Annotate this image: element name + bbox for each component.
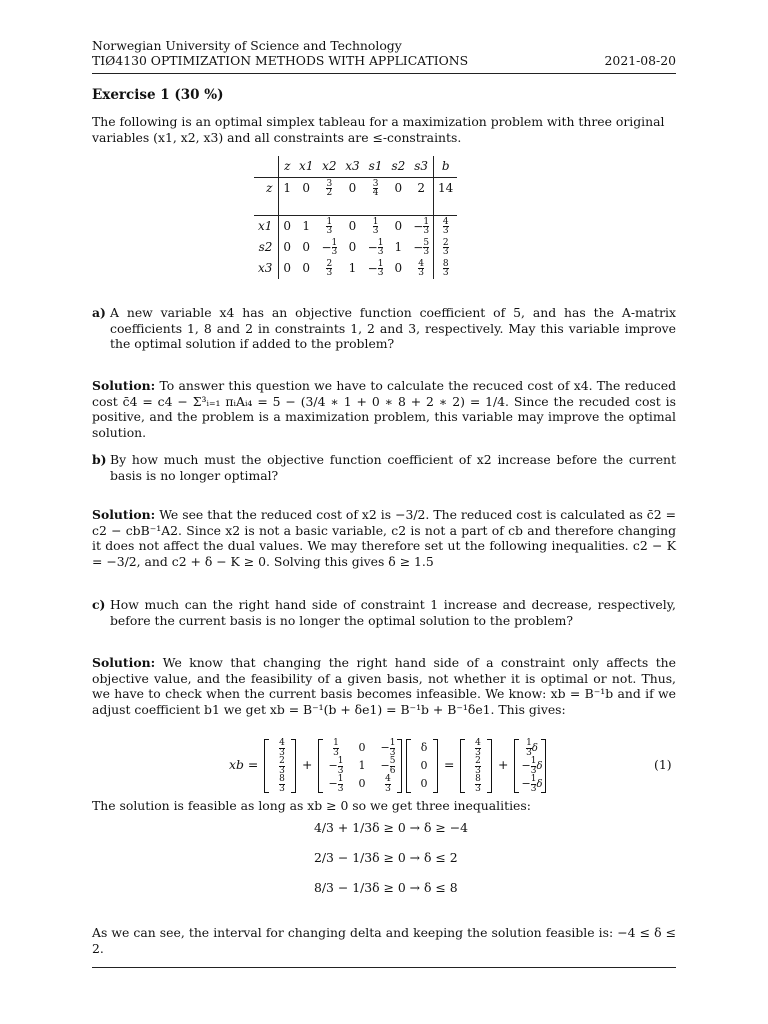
question-b xyxy=(92,452,676,483)
tableau-cell: 0 xyxy=(283,260,292,275)
tableau-cell: − $\frac{5}{3}$ xyxy=(409,237,433,258)
matrix-entry: − $\frac{1}{3}$ δ xyxy=(521,756,543,776)
matrix-entry: $\frac{4}{3}$ xyxy=(279,738,285,758)
tableau-cell: 0 xyxy=(341,216,363,238)
matrix-entry: − $\frac{1}{3}$ δ xyxy=(521,774,543,794)
inequality-list xyxy=(314,820,574,910)
matrix-entry: − $\frac{5}{6}$ xyxy=(380,756,396,776)
vector-b xyxy=(264,739,296,793)
tableau-row xyxy=(254,258,457,279)
vector-b-result xyxy=(460,739,492,793)
matrix-entry: 0 xyxy=(420,759,428,772)
exercise-intro xyxy=(92,114,676,145)
matrix-entry: $\frac{1}{3}$ xyxy=(333,738,339,758)
tableau-row xyxy=(254,216,457,238)
plus-operator: + xyxy=(302,757,313,772)
equation-1 xyxy=(0,735,768,795)
tableau-cell: $\frac{3}{2}$ xyxy=(317,178,341,200)
tableau-cell: $\frac{3}{4}$ xyxy=(364,178,388,200)
tableau-cell: 0 xyxy=(302,239,311,254)
tableau-col-header: s1 xyxy=(368,158,383,173)
tableau-cell: 1 xyxy=(348,260,357,275)
tableau-cell: − $\frac{1}{3}$ xyxy=(367,258,384,278)
vector-delta xyxy=(406,739,438,793)
matrix-binv xyxy=(318,739,402,793)
matrix-entry: 0 xyxy=(420,777,428,790)
tableau-row-label: x3 xyxy=(254,258,279,279)
tableau-cell: 0 xyxy=(279,216,295,238)
solution-a xyxy=(92,378,676,440)
tableau-col-header: s2 xyxy=(391,158,406,173)
matrix-entry: $\frac{8}{3}$ xyxy=(279,774,285,794)
footer-rule xyxy=(92,967,676,968)
solution-b-text: We see that the reduced cost of x2 is −3/2. The reduced cost is calculated as c̄2 = c2 − cbB⁻¹A2. Since x2 is not a basic variable, c2 is not a part of cb and therefore changing it does not affect the dual values. We may therefore set ut the following inequalities. c2 − K = −3/2, and c2 + δ − K ≥ 0. Solving this gives δ ≥ 1.5 xyxy=(92,507,676,569)
solution-a-text: To answer this question we have to calculate the recuced cost of x4. The reduced cost c̄4 = c4 − Σ³ᵢ₌₁ πᵢAᵢ₄ = 5 − (3/4 ∗ 1 + 0 ∗ 8 + 2 ∗ 2) = 1/4. Since the recuded cost is positive, and the problem is a maximization problem, this variable may improve the optimal solution. xyxy=(92,378,676,440)
tableau-col-header: s3 xyxy=(409,156,433,178)
matrix-entry: − $\frac{1}{3}$ xyxy=(328,774,344,794)
tableau-cell: 1 xyxy=(279,178,295,200)
tableau-cell: 1 xyxy=(295,216,317,238)
intro-line-2: variables (x1, x2, x3) and all constraints are ≤-constraints. xyxy=(92,129,462,145)
solution-b xyxy=(92,507,676,569)
inequality-1: 4/3 + 1/3δ ≥ 0 → δ ≥ −4 xyxy=(314,820,468,835)
matrix-entry: $\frac{4}{3}$ xyxy=(385,774,391,794)
tableau-cell: $\frac{2}{3}$ xyxy=(442,237,449,257)
intro-line-1: The following is an optimal simplex tableau for a maximization problem with three original xyxy=(92,114,665,129)
tableau-col-header: b xyxy=(441,158,450,173)
matrix-entry: 1 xyxy=(358,759,366,772)
matrix-entry: 0 xyxy=(358,741,366,754)
question-a xyxy=(92,305,676,352)
question-c xyxy=(92,597,676,628)
tableau-row xyxy=(254,178,457,200)
tableau-col-header: x3 xyxy=(345,158,360,173)
matrix-entry: δ xyxy=(420,741,428,754)
tableau-cell: 0 xyxy=(302,260,311,275)
tableau-cell: 0 xyxy=(394,260,403,275)
header-rule xyxy=(92,73,676,74)
tableau-cell: 1 xyxy=(394,239,403,254)
matrix-entry: $\frac{8}{3}$ xyxy=(475,774,481,794)
question-b-label: b) xyxy=(92,452,107,467)
simplex-tableau xyxy=(254,156,457,279)
inequality-2: 2/3 − 1/3δ ≥ 0 → δ ≤ 2 xyxy=(314,850,458,865)
tableau-col-header: x2 xyxy=(322,158,337,173)
institution-name: Norwegian University of Science and Technology xyxy=(92,38,402,53)
tableau-cell: 0 xyxy=(348,239,357,254)
solution-a-label: Solution: xyxy=(92,378,156,393)
tableau-col-header: z xyxy=(284,158,291,173)
tableau-cell: − $\frac{1}{3}$ xyxy=(409,216,433,238)
tableau-row-label: s2 xyxy=(254,237,279,258)
tableau-cell: 14 xyxy=(434,178,458,200)
matrix-entry: $\frac{2}{3}$ xyxy=(279,756,285,776)
matrix-entry: $\frac{4}{3}$ xyxy=(475,738,481,758)
matrix-entry: − $\frac{1}{3}$ xyxy=(328,756,344,776)
solution-c-text: We know that changing the right hand side of a constraint only affects the objective value, and the feasibility of a given basis, not whether it is optimal or not. Thus, we have to check when the current basis becomes infeasible. We know: xb = B⁻¹b and if we adjust coefficient b1 we get xb = B⁻¹(b + δe1) = B⁻¹b + B⁻¹δe1. This gives: xyxy=(92,655,676,717)
tableau-col-header: x1 xyxy=(299,158,314,173)
tableau-cell: $\frac{4}{3}$ xyxy=(434,216,458,238)
question-b-text: By how much must the objective function coefficient of x2 increase before the current basis is no longer optimal? xyxy=(110,452,676,483)
tableau-cell: 0 xyxy=(387,178,409,200)
tableau-cell: $\frac{1}{3}$ xyxy=(364,216,388,238)
tableau-cell: 0 xyxy=(283,239,292,254)
inequality-3: 8/3 − 1/3δ ≥ 0 → δ ≤ 8 xyxy=(314,880,458,895)
equation-number: (1) xyxy=(654,757,672,772)
matrix-entry: $\frac{1}{3}$ δ xyxy=(526,738,538,758)
tableau-row-label: z xyxy=(254,178,279,200)
tableau-cell: − $\frac{1}{3}$ xyxy=(367,237,384,257)
tableau-row xyxy=(254,237,457,258)
tableau-header-row xyxy=(254,156,457,178)
question-c-label: c) xyxy=(92,597,106,612)
equals-operator: = xyxy=(444,757,455,772)
exam-date: 2021-08-20 xyxy=(604,53,676,68)
tableau-corner xyxy=(254,156,279,178)
feasible-text: The solution is feasible as long as xb ≥ 0 so we get three inequalities: xyxy=(92,798,531,813)
solution-c-label: Solution: xyxy=(92,655,156,670)
plus-operator: + xyxy=(498,757,509,772)
tableau-cell: 2 xyxy=(409,178,433,200)
solution-c xyxy=(92,655,676,717)
tableau-cell: − $\frac{1}{3}$ xyxy=(321,237,338,257)
tableau-cell: $\frac{4}{3}$ xyxy=(409,258,433,279)
tableau-cell: $\frac{2}{3}$ xyxy=(326,258,333,278)
tableau-cell: 0 xyxy=(387,216,409,238)
conclusion-text: As we can see, the interval for changing delta and keeping the solution feasible is: −4 ≤ δ ≤ 2. xyxy=(92,925,676,956)
tableau-cell: 0 xyxy=(341,178,363,200)
equation-lhs: xb = xyxy=(229,757,259,772)
page-header xyxy=(92,38,676,68)
matrix-entry: − $\frac{1}{3}$ xyxy=(380,738,396,758)
question-c-text: How much can the right hand side of constraint 1 increase and decrease, respectively, before the current basis is no longer the optimal solution to the problem? xyxy=(110,597,676,628)
course-title: TIØ4130 OPTIMIZATION METHODS WITH APPLICATIONS xyxy=(92,53,469,68)
question-a-label: a) xyxy=(92,305,106,320)
tableau-cell: $\frac{1}{3}$ xyxy=(317,216,341,238)
matrix-entry: 0 xyxy=(358,777,366,790)
solution-b-label: Solution: xyxy=(92,507,156,522)
question-a-text: A new variable x4 has an objective function coefficient of 5, and has the A-matrix coefficients 1, 8 and 2 in constraints 1, 2 and 3, respectively. May this variable improve the optimal solution if added to the problem? xyxy=(110,305,676,351)
exercise-title: Exercise 1 (30 %) xyxy=(92,87,224,103)
tableau-cell: 0 xyxy=(295,178,317,200)
tableau-cell: $\frac{8}{3}$ xyxy=(442,258,449,278)
vector-delta-result xyxy=(514,739,546,793)
matrix-entry: $\frac{2}{3}$ xyxy=(475,756,481,776)
tableau-row-label: x1 xyxy=(254,216,279,238)
